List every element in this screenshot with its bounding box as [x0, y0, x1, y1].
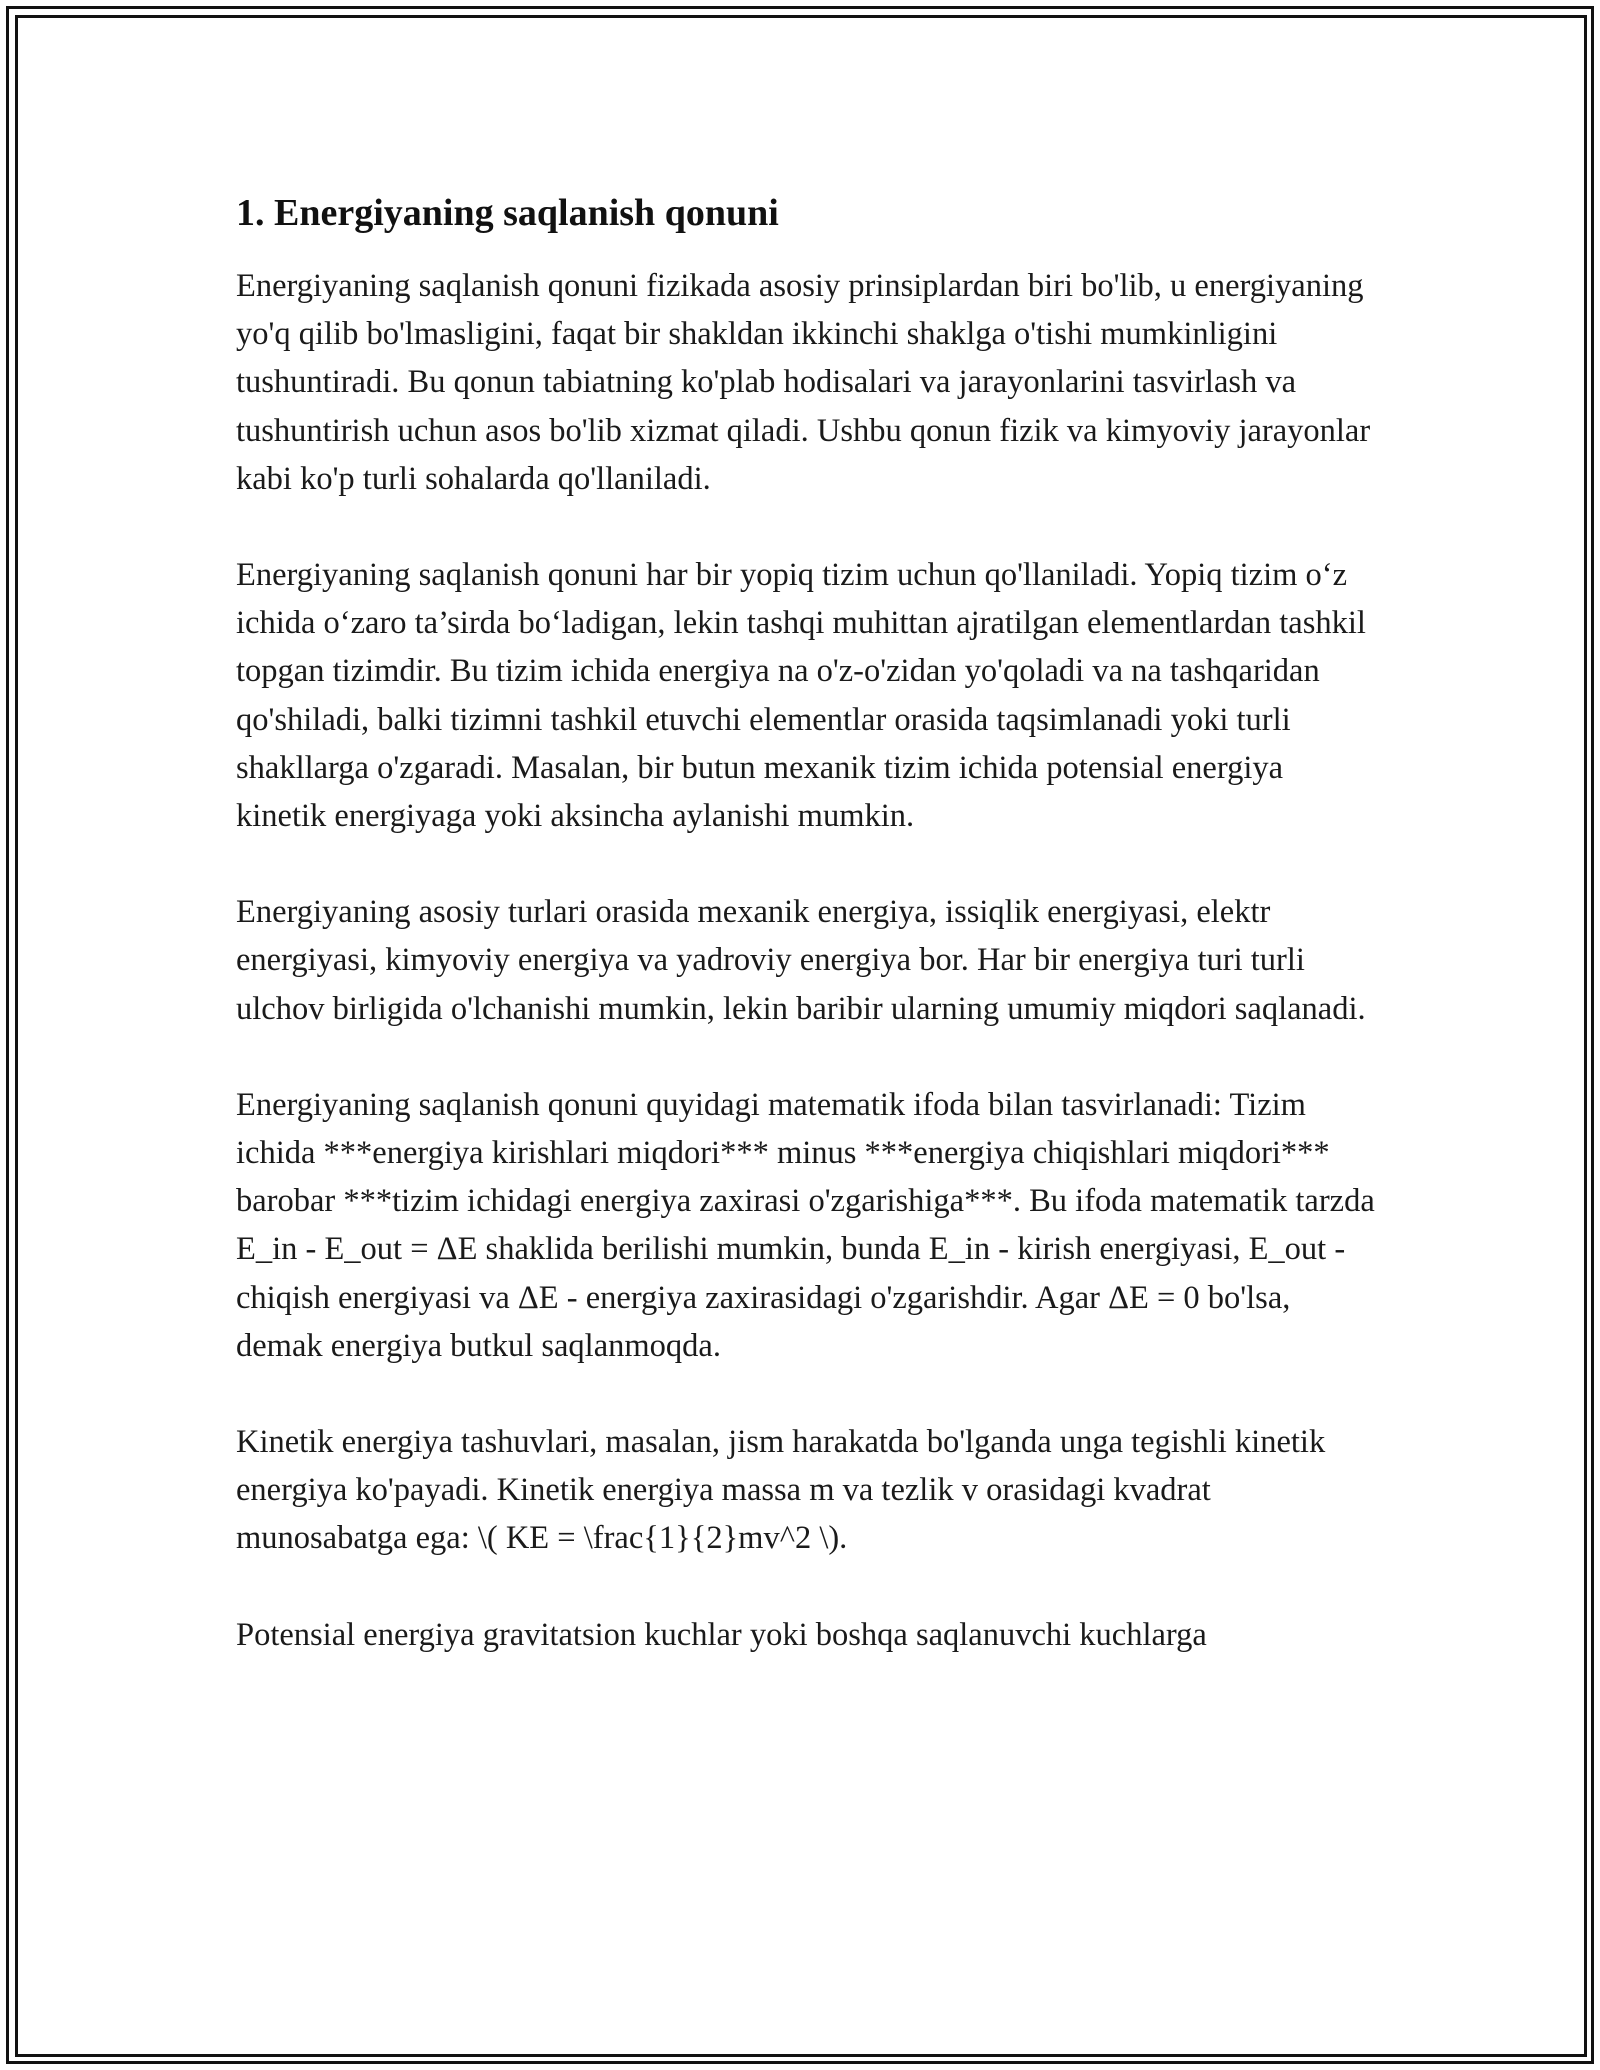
- section-heading: 1. Energiyaning saqlanish qonuni: [236, 192, 779, 234]
- paragraph-closed-system: Energiyaning saqlanish qonuni har bir yopiq tizim uchun qo'llaniladi. Yopiq tizim o‘z ichida o‘zaro ta’sirda bo‘ladigan, lekin tashqi muhittan ajratilgan elementlardan tashkil topgan tizimdir. Bu tizim ichida energiya na o'z-o'zidan yo'qoladi va na tashqaridan qo'shiladi, balki tizimni tashkil etuvchi elementlar orasida taqsimlanadi yoki turli shakllarga o'zgaradi. Masalan, bir butun mexanik tizim ichida potensial energiya kinetik energiyaga yoki aksincha aylanishi mumkin.: [236, 557, 1366, 835]
- document-body: [236, 186, 1376, 1659]
- paragraph-math-expression: Energiyaning saqlanish qonuni quyidagi matematik ifoda bilan tasvirlanadi: Tizim ichida ***energiya kirishlari miqdori*** minus ***energiya chiqishlari miqdori*** barobar ***tizim ichidagi energiya zaxirasi o'zgarishiga***. Bu ifoda matematik tarzda E_in - E_out = ΔE shaklida berilishi mumkin, bunda E_in - kirish energiyasi, E_out - chiqish energiyasi va ΔE - energiya zaxirasidagi o'zgarishdir. Agar ΔE = 0 bo'lsa, demak energiya butkul saqlanmoqda.: [236, 1086, 1375, 1364]
- paragraph-kinetic-energy: Kinetik energiya tashuvlari, masalan, jism harakatda bo'lganda unga tegishli kinetik energiya ko'payadi. Kinetik energiya massa m va tezlik v orasidagi kvadrat munosabatga ega: \( KE = \frac{1}{2}mv^2 \).: [236, 1424, 1326, 1557]
- paragraph-potential-energy: Potensial energiya gravitatsion kuchlar yoki boshqa saqlanuvchi kuchlarga: [236, 1616, 1207, 1653]
- paragraph-energy-types: Energiyaning asosiy turlari orasida mexanik energiya, issiqlik energiyasi, elektr energiyasi, kimyoviy energiya va yadroviy energiya bor. Har bir energiya turi turli ulchov birligida o'lchanishi mumkin, lekin baribir ularning umumiy miqdori saqlanadi.: [236, 894, 1366, 1027]
- paragraph-conservation-intro: Energiyaning saqlanish qonuni fizikada asosiy prinsiplardan biri bo'lib, u energiyaning yo'q qilib bo'lmasligini, faqat bir shakldan ikkinchi shaklga o'tishi mumkinligini tushuntiradi. Bu qonun tabiatning ko'plab hodisalari va jarayonlarini tasvirlash va tushuntirish uchun asos bo'lib xizmat qiladi. Ushbu qonun fizik va kimyoviy jarayonlar kabi ko'p turli sohalarda qo'llaniladi.: [236, 268, 1371, 497]
